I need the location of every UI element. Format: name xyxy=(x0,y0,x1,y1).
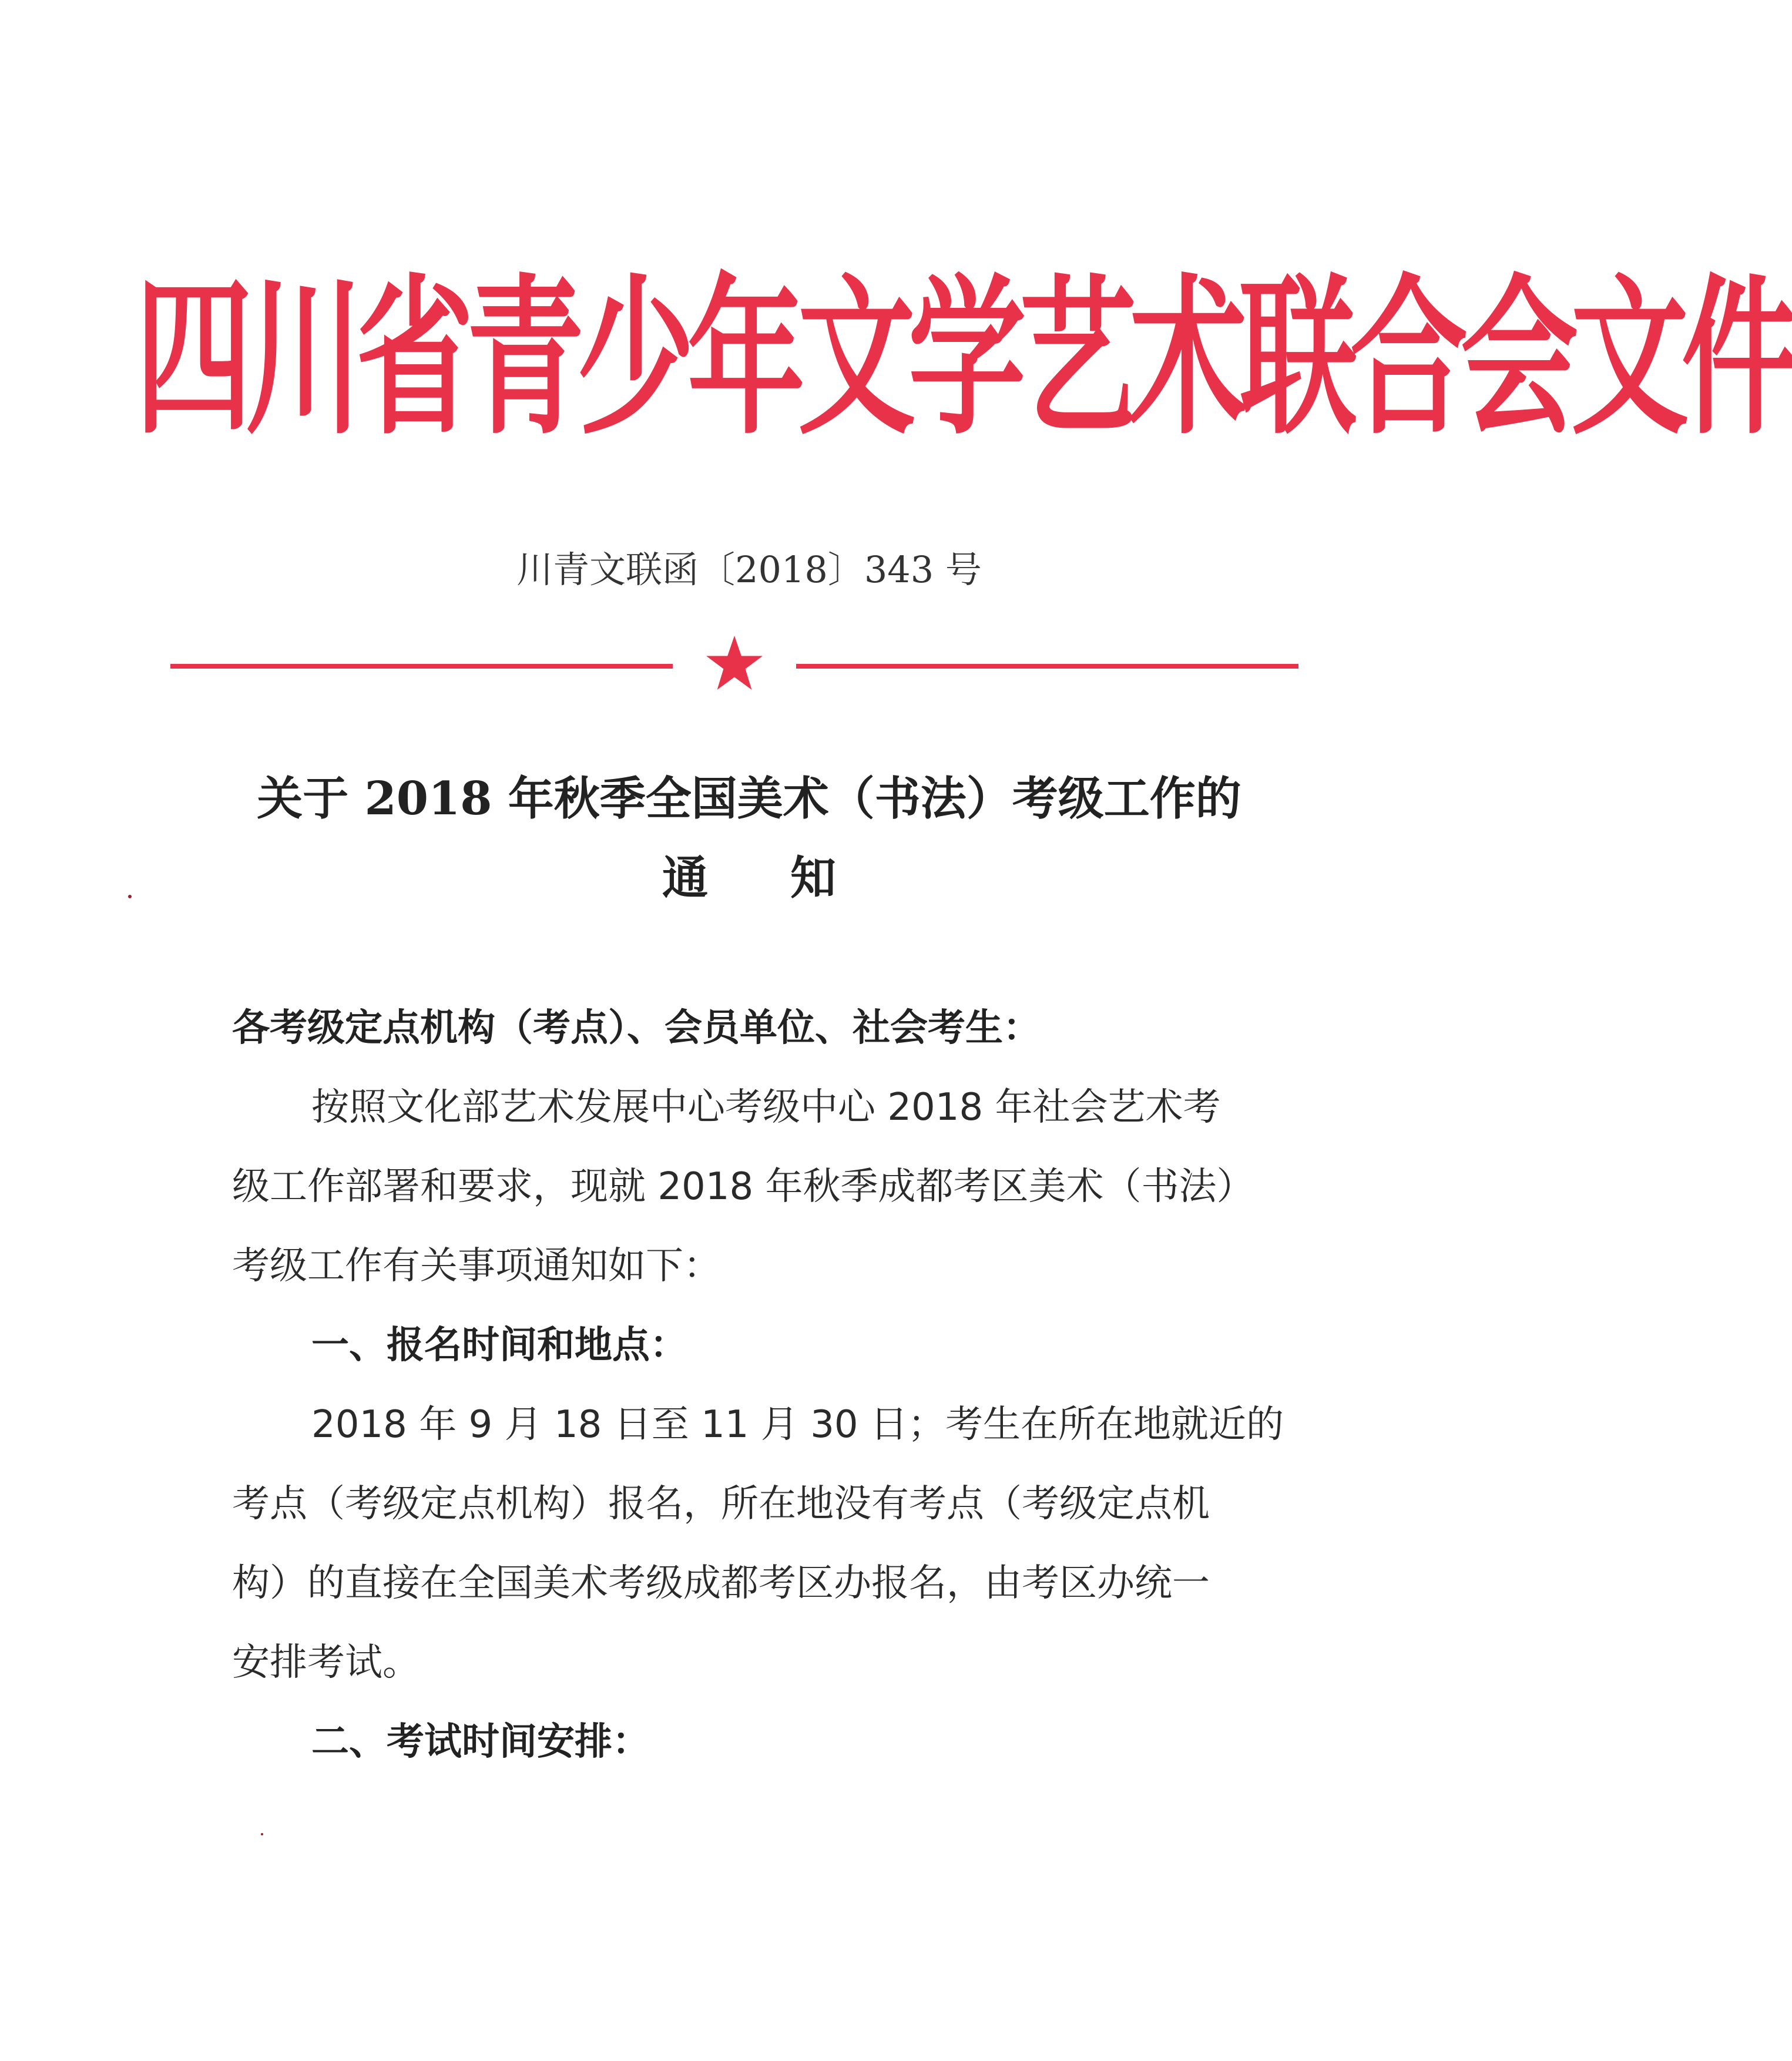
document-number: 川青文联函〔2018〕343 号 xyxy=(516,548,982,591)
section1-line-3: 构）的直接在全国美术考级成都考区办报名，由考区办统一 xyxy=(232,1562,1210,1605)
scan-speck xyxy=(128,895,132,898)
masthead-title: 四川省青少年文学艺术联合会文件 xyxy=(135,257,1792,458)
divider-line-left xyxy=(170,664,673,669)
notice-title-line2: 通知 xyxy=(662,851,918,905)
section1-line-1: 2018 年 9 月 18 日至 11 月 30 日；考生在所在地就近的 xyxy=(311,1403,1284,1446)
intro-line-3: 考级工作有关事项通知如下： xyxy=(232,1244,721,1288)
section1-line-4: 安排考试。 xyxy=(232,1641,420,1684)
notice-title-line1: 关于 2018 年秋季全国美术（书法）考级工作的 xyxy=(257,772,1241,825)
red-divider xyxy=(170,635,1298,699)
intro-line-2: 级工作部署和要求，现就 2018 年秋季成都考区美术（书法） xyxy=(232,1165,1254,1209)
red-star-icon xyxy=(705,635,764,693)
salutation: 各考级定点机构（考点）、会员单位、社会考生： xyxy=(232,1006,1041,1050)
section1-line-2: 考点（考级定点机构）报名，所在地没有考点（考级定点机 xyxy=(232,1482,1210,1526)
section1-heading: 一、报名时间和地点： xyxy=(311,1324,687,1367)
divider-line-right xyxy=(796,664,1298,669)
intro-line-1: 按照文化部艺术发展中心考级中心 2018 年社会艺术考 xyxy=(311,1086,1221,1129)
section2-heading: 二、考试时间安排： xyxy=(311,1720,650,1764)
scan-speck xyxy=(261,1833,263,1835)
